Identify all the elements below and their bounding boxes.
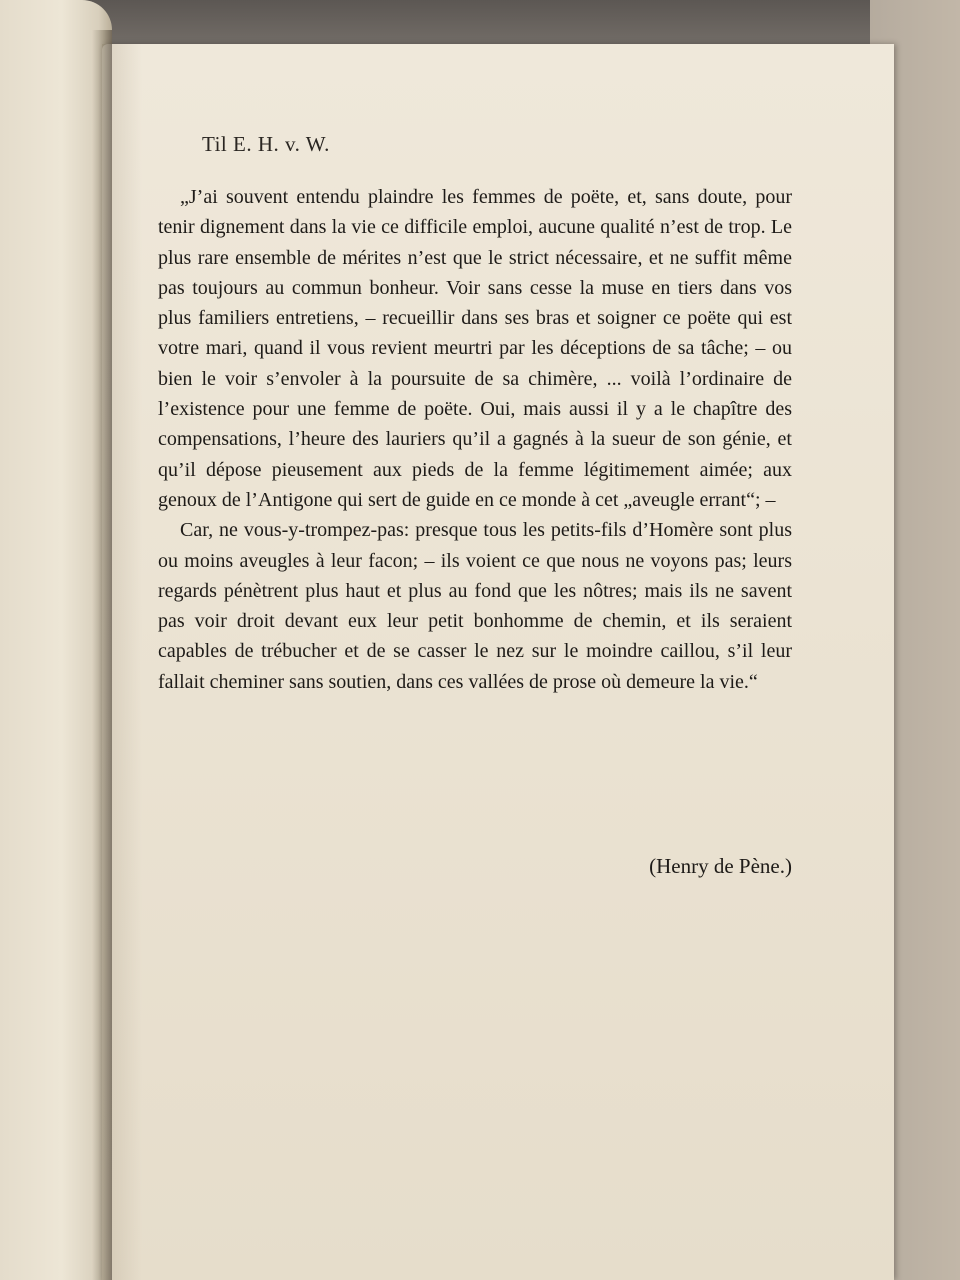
book-page xyxy=(102,44,894,1280)
quote-paragraph: „J’ai souvent entendu plaindre les femmes de poëte, et, sans doute, pour tenir dignement dans la vie ce difficile emploi, aucune qualité n’est de trop. Le plus rare ensemble de mérites n’est que le strict nécessaire, et ne suffit même pas toujours au commun bonheur. Voir sans cesse la muse en tiers dans vos plus familiers entretiens, – recueillir dans ses bras et soigner ce poëte qui est votre mari, quand il vous revient meurtri par les déceptions de sa tâche; – ou bien le voir s’envoler à la poursuite de sa chimère, ... voilà l’ordinaire de l’existence pour une femme de poëte. Oui, mais aussi il y a le chapître des compensations, l’heure des lauriers qu’il a gagnés à la sueur de son génie, et qu’il dépose pieusement aux pieds de la femme légitimement aimée; aux genoux de l’Antigone qui sert de guide en ce monde à cet „aveugle errant“; – xyxy=(158,186,792,511)
quotation-block xyxy=(158,182,792,697)
dedication-line: Til E. H. v. W. xyxy=(202,132,330,156)
quote-paragraph: Car, ne vous-y-trompez-pas: presque tous les petits-fils d’Homère sont plus ou moins aveugles à leur facon; – ils voient ce que nous ne voyons pas; leurs regards pénètrent plus haut et plus au fond que les nôtres; mais ils ne savent pas voir droit devant eux leur petit bonhomme de chemin, et ils seraient capables de trébucher et de se casser le nez sur le moindre caillou, s’il leur fallait cheminer sans soutien, dans ces vallées de prose où demeure la vie.“ xyxy=(158,519,792,693)
spine-shadow xyxy=(92,30,112,1280)
quote-attribution: (Henry de Pène.) xyxy=(649,854,792,878)
